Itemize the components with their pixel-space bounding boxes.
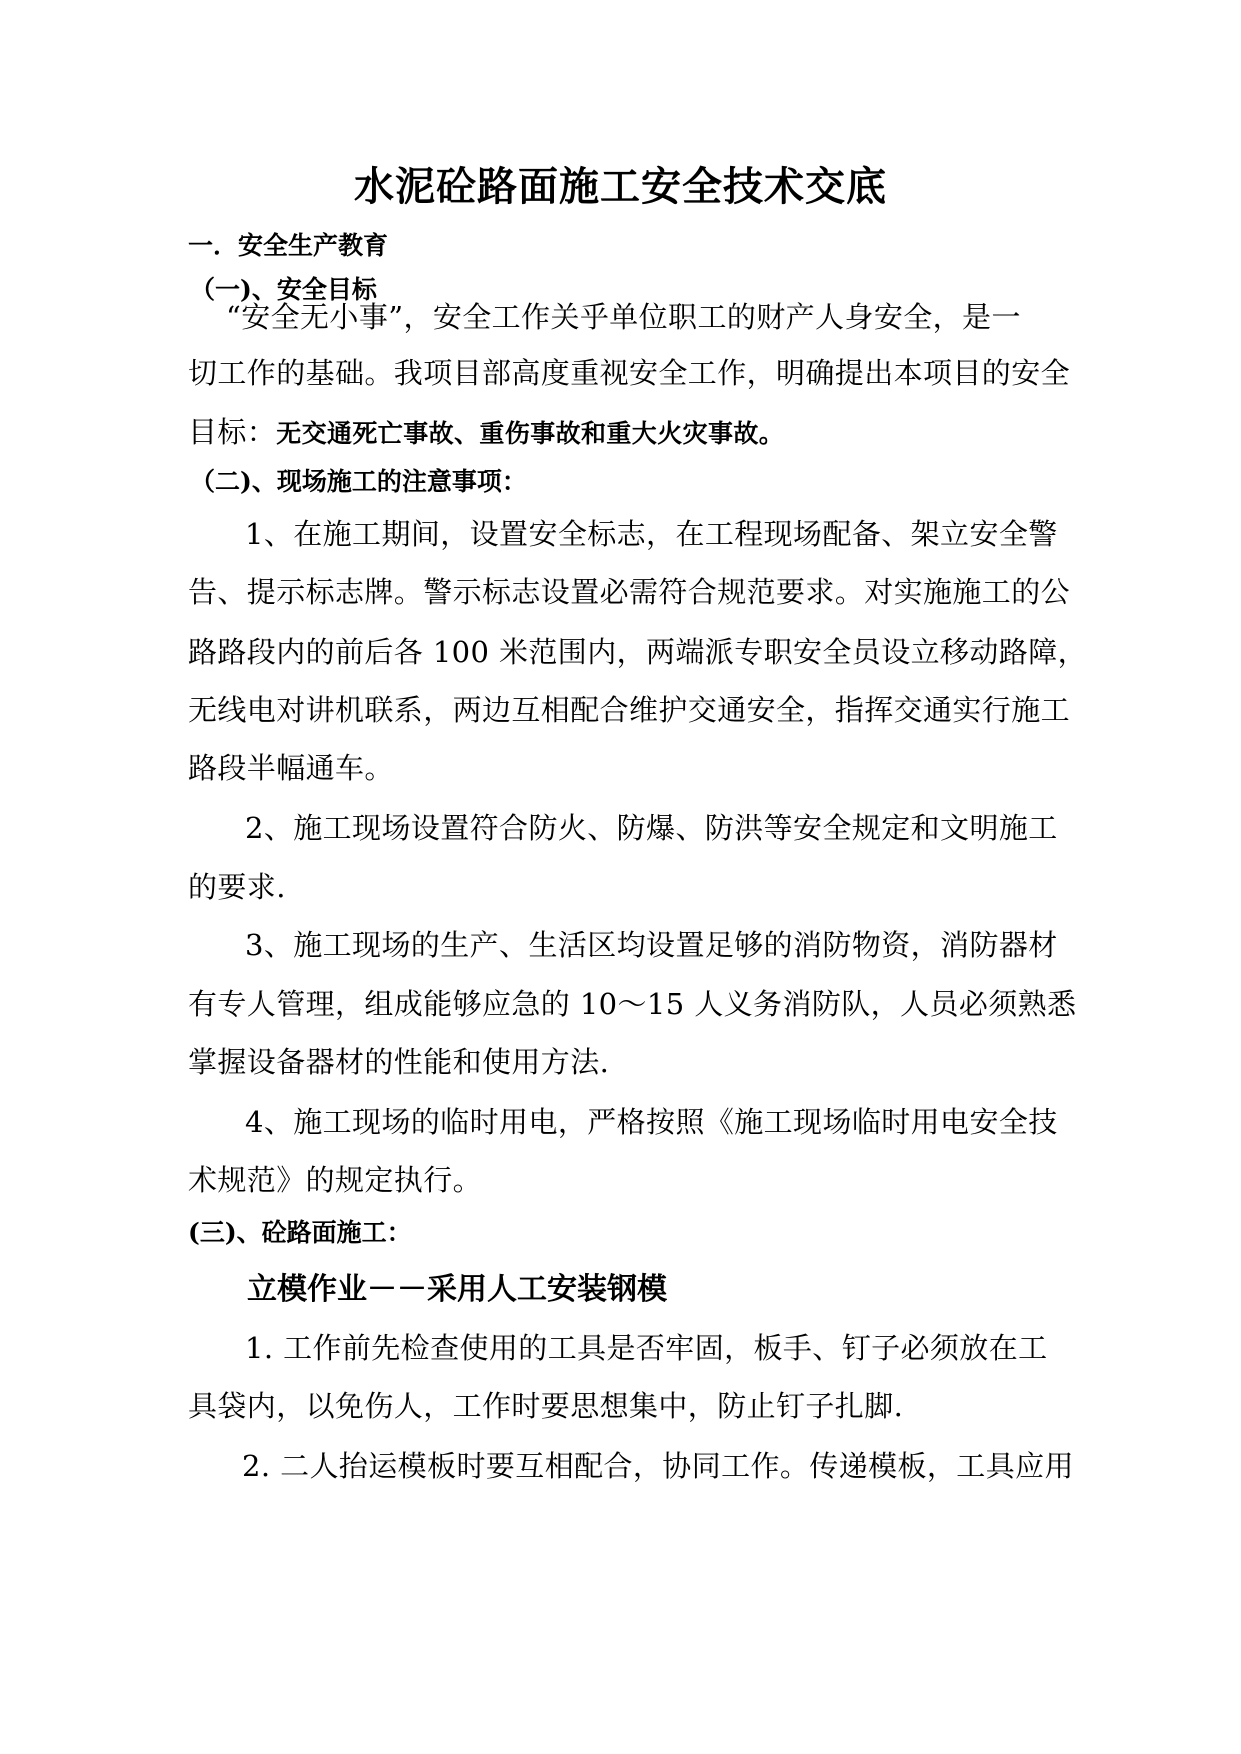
paragraph-line: 切工作的基础。我项目部高度重视安全工作，明确提出本项目的安全	[188, 356, 1071, 390]
paragraph-line: 4、施工现场的临时用电，严格按照《施工现场临时用电安全技	[245, 1105, 1058, 1139]
paragraph-line: 掌握设备器材的性能和使用方法.	[188, 1045, 610, 1079]
paragraph-line: 1、在施工期间，设置安全标志，在工程现场配备、架立安全警	[245, 517, 1058, 551]
goal-label: 目标：	[188, 415, 277, 449]
paragraph-line-goal	[188, 410, 784, 451]
paragraph-line: 2. 二人抬运模板时要互相配合，协同工作。传递模板，工具应用	[242, 1449, 1074, 1483]
paragraph-line: 的要求.	[188, 870, 286, 904]
formwork-subheading: 立模作业－－采用人工安装钢模	[247, 1272, 667, 1307]
subsection-heading-safety-goal: （一)、安全目标	[190, 275, 377, 304]
paragraph-line: 具袋内，以免伤人，工作时要思想集中，防止钉子扎脚.	[188, 1389, 904, 1423]
paragraph-line: “安全无小事”，安全工作关乎单位职工的财产人身安全，是一	[226, 300, 1021, 334]
paragraph-line: 术规范》的规定执行。	[188, 1163, 483, 1197]
subsection-heading-concrete-pavement: (三)、砼路面施工：	[188, 1218, 412, 1247]
goal-text: 无交通死亡事故、重伤事故和重大火灾事故。	[276, 419, 785, 448]
document-title: 水泥砼路面施工安全技术交底	[354, 163, 887, 210]
paragraph-line: 路路段内的前后各 100 米范围内，两端派专职安全员设立移动路障，	[188, 635, 1087, 669]
paragraph-line: 路段半幅通车。	[188, 751, 394, 785]
paragraph-line: 3、施工现场的生产、生活区均设置足够的消防物资，消防器材	[245, 928, 1058, 962]
paragraph-line: 无线电对讲机联系，两边互相配合维护交通安全，指挥交通实行施工	[188, 693, 1071, 727]
section-heading-safety-education: 一．安全生产教育	[188, 231, 389, 260]
paragraph-line: 1. 工作前先检查使用的工具是否牢固，板手、钉子必须放在工	[245, 1331, 1048, 1365]
paragraph-line: 告、提示标志牌。警示标志设置必需符合规范要求。对实施施工的公	[188, 575, 1071, 609]
subsection-heading-site-notes: （二)、现场施工的注意事项：	[190, 467, 527, 496]
paragraph-line: 有专人管理，组成能够应急的 10～15 人义务消防队，人员必须熟悉	[188, 987, 1077, 1021]
paragraph-line: 2、施工现场设置符合防火、防爆、防洪等安全规定和文明施工	[245, 811, 1058, 845]
